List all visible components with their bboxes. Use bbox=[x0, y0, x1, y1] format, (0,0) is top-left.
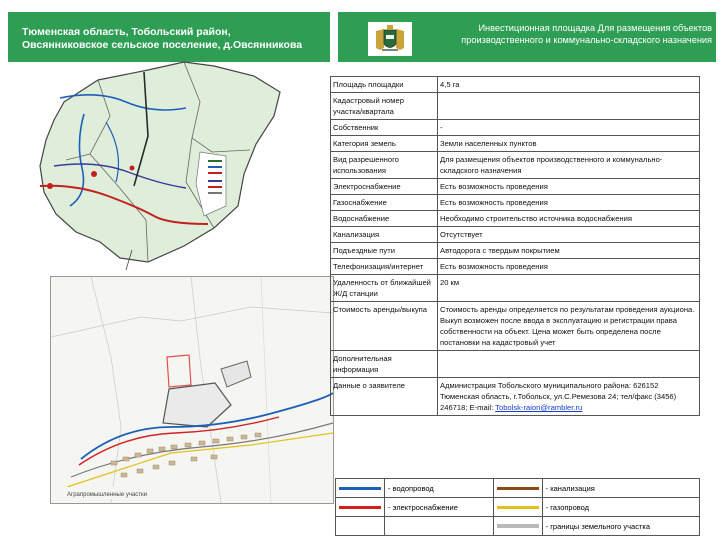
title-line-2: производственного и коммунально-складского назначения bbox=[461, 35, 712, 45]
info-row-label: Подъездные пути bbox=[331, 243, 438, 259]
info-row-label: Площадь площадки bbox=[331, 77, 438, 93]
info-row-label: Дополнительная информация bbox=[331, 351, 438, 378]
legend-swatch-power bbox=[336, 498, 385, 517]
info-row-label: Водоснабжение bbox=[331, 211, 438, 227]
location-text bbox=[22, 26, 302, 52]
info-row bbox=[331, 259, 700, 275]
info-row bbox=[331, 77, 700, 93]
info-row bbox=[331, 195, 700, 211]
legend-label-power: - электроснабжение bbox=[385, 498, 494, 517]
legend-label-water: - водопровод bbox=[385, 479, 494, 498]
info-row-value: Есть возможность проведения bbox=[438, 195, 700, 211]
legend-label-sewer: - канализация bbox=[542, 479, 699, 498]
location-line-2: Овсянниковское сельское поселение, д.Овсянникова bbox=[22, 39, 303, 51]
info-row bbox=[331, 120, 700, 136]
info-row-label: Газоснабжение bbox=[331, 195, 438, 211]
info-row-label: Электроснабжение bbox=[331, 179, 438, 195]
info-row-label: Телефонизация/интернет bbox=[331, 259, 438, 275]
info-row bbox=[331, 211, 700, 227]
title-text bbox=[418, 22, 712, 46]
info-row-value bbox=[438, 351, 700, 378]
info-row bbox=[331, 275, 700, 302]
info-table bbox=[330, 76, 700, 416]
info-row-value: Есть возможность проведения bbox=[438, 259, 700, 275]
info-row-value: Стоимость аренды определяется по результатам проведения аукциона. Выкуп возможен после ввода в эксплуатацию и регистрации права собственности на объект. Цена может быть определена после постановки на кадастровый учет bbox=[438, 302, 700, 351]
contact-label: Данные о заявителе bbox=[331, 378, 438, 416]
info-row bbox=[331, 351, 700, 378]
info-row-value: - bbox=[438, 120, 700, 136]
info-row bbox=[331, 243, 700, 259]
info-row-label: Вид разрешенного использования bbox=[331, 152, 438, 179]
info-row-value: Есть возможность проведения bbox=[438, 179, 700, 195]
coat-of-arms-icon bbox=[368, 22, 412, 56]
info-row bbox=[331, 179, 700, 195]
info-row bbox=[331, 136, 700, 152]
site-plan bbox=[50, 276, 334, 504]
info-row-value: Земли населенных пунктов bbox=[438, 136, 700, 152]
title-banner bbox=[338, 12, 716, 62]
legend-swatch-boundary bbox=[493, 517, 542, 536]
contact-row bbox=[331, 378, 700, 416]
info-row-label: Стоимость аренды/выкупа bbox=[331, 302, 438, 351]
contact-value bbox=[438, 378, 700, 416]
site-plan-drawing bbox=[51, 277, 333, 503]
info-row-value: Отсутствует bbox=[438, 227, 700, 243]
district-map bbox=[36, 56, 322, 280]
info-row-value: Необходимо строительство источника водоснабжения bbox=[438, 211, 700, 227]
info-row bbox=[331, 152, 700, 179]
legend-swatch-sewer bbox=[493, 479, 542, 498]
info-row bbox=[331, 227, 700, 243]
info-row-value: Для размещения объектов производственного и коммунально-складского назначения bbox=[438, 152, 700, 179]
location-line-1: Тюменская область, Тобольский район, bbox=[22, 26, 231, 38]
info-row-label: Категория земель bbox=[331, 136, 438, 152]
plot-caption: Аграпромышленные участки bbox=[67, 492, 148, 498]
info-row-value: 20 км bbox=[438, 275, 700, 302]
info-row-label: Собственник bbox=[331, 120, 438, 136]
contact-email-link[interactable]: Tobolsk-raion@rambler.ru bbox=[495, 403, 583, 412]
info-row bbox=[331, 302, 700, 351]
legend-table bbox=[335, 478, 700, 536]
legend-swatch-water bbox=[336, 479, 385, 498]
info-row-label: Удаленность от ближайшей Ж/Д станции bbox=[331, 275, 438, 302]
legend-label-gas: - газопровод bbox=[542, 498, 699, 517]
legend-label-boundary: - границы земельного участка bbox=[542, 517, 699, 536]
location-banner bbox=[8, 12, 330, 62]
info-row-label: Кадастровый номер участка/квартала bbox=[331, 93, 438, 120]
info-row-value: Автодорога с твердым покрытием bbox=[438, 243, 700, 259]
info-row-value bbox=[438, 93, 700, 120]
contact-text: Администрация Тобольского муниципального района: 626152 Тюменская область, г.Тобольск, ул.С.Ремезова 24; тел/факс (3456) 246718; E-mail: bbox=[440, 381, 677, 412]
title-line-1: Инвестиционная площадка Для размещения объектов bbox=[478, 23, 712, 33]
legend-swatch-gas bbox=[493, 498, 542, 517]
info-row bbox=[331, 93, 700, 120]
info-row-label: Канализация bbox=[331, 227, 438, 243]
info-row-value: 4,5 га bbox=[438, 77, 700, 93]
